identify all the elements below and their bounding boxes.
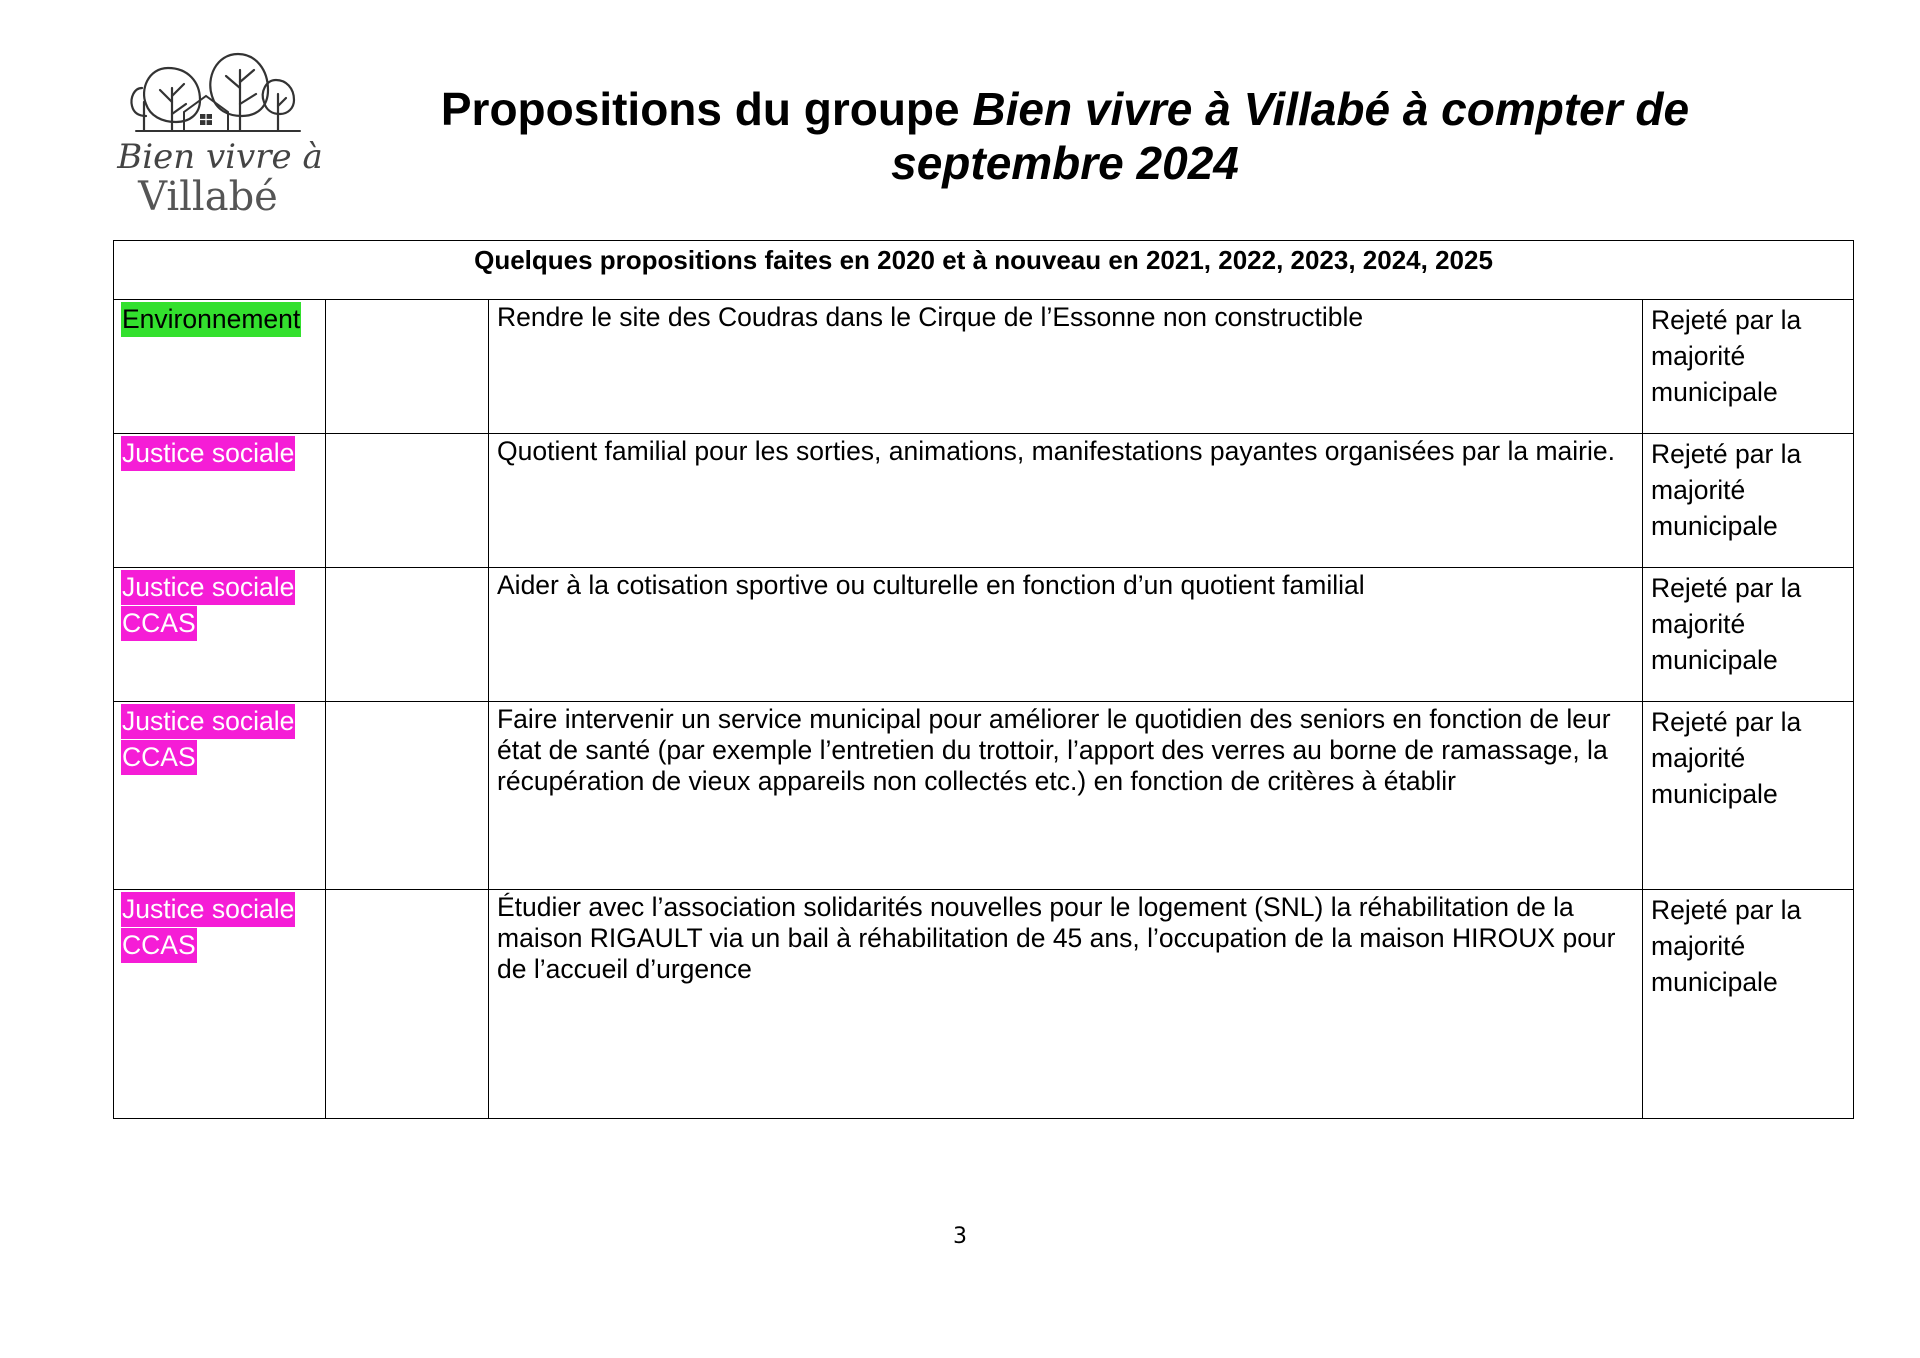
- category-cell: [114, 890, 326, 1119]
- empty-cell: [326, 434, 489, 568]
- status-cell: Rejeté par la majorité municipale: [1643, 300, 1854, 434]
- table-header-row: [114, 241, 1854, 300]
- page-title: [400, 82, 1730, 190]
- empty-cell: [326, 300, 489, 434]
- category-tag: CCAS: [121, 606, 197, 641]
- tree-house-icon: [131, 54, 300, 131]
- status-cell: Rejeté par la majorité municipale: [1643, 568, 1854, 702]
- empty-cell: [326, 568, 489, 702]
- status-cell: Rejeté par la majorité municipale: [1643, 434, 1854, 568]
- title-part2: Bien vivre à Villabé à compter de: [972, 83, 1690, 135]
- table-row: [114, 890, 1854, 1119]
- status-cell: Rejeté par la majorité municipale: [1643, 702, 1854, 890]
- proposal-text: Aider à la cotisation sportive ou culturelle en fonction d’un quotient familial: [489, 568, 1643, 702]
- category-tag: Justice sociale: [121, 892, 295, 927]
- status-cell: Rejeté par la majorité municipale: [1643, 890, 1854, 1119]
- table-row: [114, 702, 1854, 890]
- category-tag: Justice sociale: [121, 570, 295, 605]
- proposal-text: Rendre le site des Coudras dans le Cirque de l’Essonne non constructible: [489, 300, 1643, 434]
- page-number: 3: [953, 1224, 967, 1249]
- table-row: [114, 300, 1854, 434]
- proposal-text: Quotient familial pour les sorties, animations, manifestations payantes organisées par la mairie.: [489, 434, 1643, 568]
- title-part3: septembre 2024: [891, 137, 1239, 189]
- logo-line1: Bien vivre à: [117, 137, 323, 177]
- category-cell: [114, 568, 326, 702]
- category-tag: Justice sociale: [121, 704, 295, 739]
- category-tag: Justice sociale: [121, 436, 295, 471]
- category-cell: [114, 702, 326, 890]
- logo-line2: Villabé: [138, 174, 278, 218]
- title-part1: Propositions du groupe: [440, 83, 973, 135]
- empty-cell: [326, 890, 489, 1119]
- proposals-table: [113, 240, 1854, 1119]
- category-tag: CCAS: [121, 928, 197, 963]
- category-cell: [114, 300, 326, 434]
- category-tag: CCAS: [121, 740, 197, 775]
- table-row: [114, 434, 1854, 568]
- bien-vivre-logo: [100, 18, 340, 218]
- proposal-text: Faire intervenir un service municipal pour améliorer le quotidien des seniors en fonction de leur état de santé (par exemple l’entretien du trottoir, l’apport des verres au borne de ramassage, la récupération de vieux appareils non collectés etc.) en fonction de critères à établir: [489, 702, 1643, 890]
- empty-cell: [326, 702, 489, 890]
- category-cell: [114, 434, 326, 568]
- category-tag: Environnement: [121, 302, 301, 337]
- table-row: [114, 568, 1854, 702]
- proposal-text: Étudier avec l’association solidarités nouvelles pour le logement (SNL) la réhabilitation de la maison RIGAULT via un bail à réhabilitation de 45 ans, l’occupation de la maison HIROUX pour de l’accueil d’urgence: [489, 890, 1643, 1119]
- table-header: Quelques propositions faites en 2020 et à nouveau en 2021, 2022, 2023, 2024, 2025: [114, 241, 1854, 300]
